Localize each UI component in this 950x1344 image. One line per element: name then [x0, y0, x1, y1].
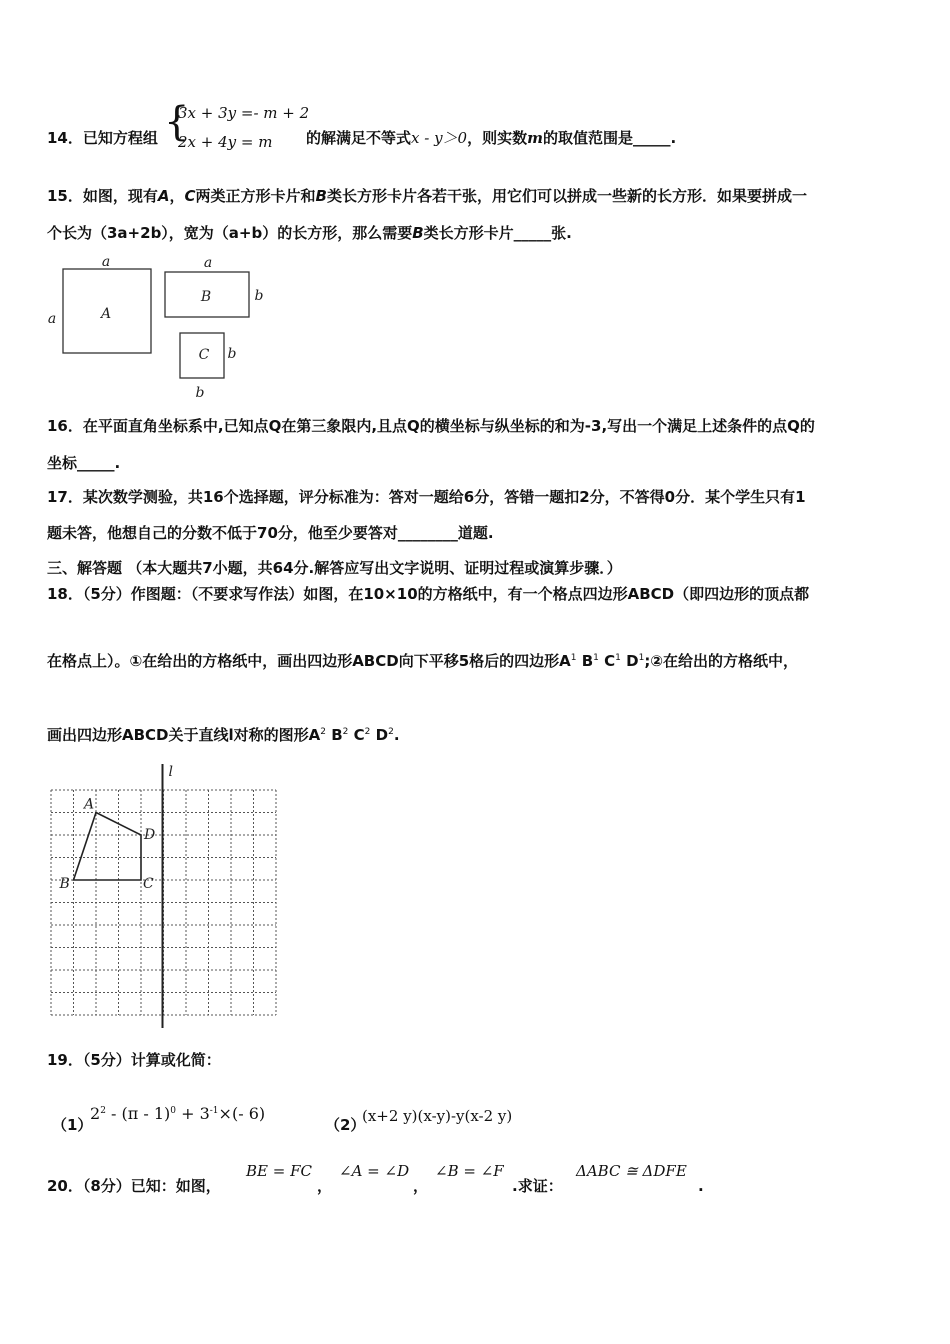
card-b-top-label: a [203, 255, 213, 271]
q19-part-1-expression [90, 1104, 265, 1123]
q15-var-a: A [157, 187, 170, 205]
q15-var-b: B [412, 224, 424, 242]
q17-line-1: 17．某次数学测验，共16个选择题，评分标准为：答对一题给6分，答错一题扣2分，不答得0分．某个学生只有1 [47, 488, 806, 506]
q16-line-2: 坐标_____. [47, 454, 121, 472]
q15-line-2 [47, 223, 572, 243]
vertex-c-label: C [143, 876, 154, 892]
subscript-1: 1 [570, 653, 577, 663]
subscript-2: 2 [388, 727, 394, 737]
subscript-1: 1 [638, 653, 645, 663]
q14-prefix: 14．已知方程组 [47, 129, 158, 147]
q18-text: ;②在给出的方格纸中， [644, 652, 799, 670]
q18-text: B [581, 652, 594, 670]
q15-text: 个长为（3a+2b），宽为（a+b）的长方形，那么需要 [47, 224, 413, 242]
quadrilateral-abcd [74, 813, 142, 881]
subscript-1: 1 [593, 653, 599, 663]
q20-condition-1: BE = FC [246, 1162, 312, 1180]
q20-end: . [698, 1177, 704, 1195]
expr-part: ×(- 6) [218, 1104, 266, 1123]
card-c-bottom-label: b [195, 385, 205, 401]
q15-comma: ， [169, 187, 185, 205]
q18-text: D [375, 726, 389, 744]
q15-cards-figure [40, 252, 280, 404]
q18-line-1: 18．（5分）作图题：（不要求写作法）如图，在10×10的方格纸中，有一个格点四边形ABCD（即四边形的顶点都 [47, 585, 810, 603]
q15-var-b: B [315, 187, 327, 205]
section-heading: 三、解答题 （本大题共7小题，共64分.解答应写出文字说明、证明过程或演算步骤．） [47, 559, 622, 577]
q15-line-1 [47, 186, 807, 206]
q18-grid-figure [40, 760, 290, 1032]
card-c-side-label: b [227, 346, 237, 362]
q18-text: 在格点上）。①在给出的方格纸中，画出四边形ABCD向下平移5格后的四边形A [47, 652, 571, 670]
expr-part: - (π - 1) [105, 1104, 171, 1123]
subscript-2: 2 [320, 727, 326, 737]
subscript-1: 1 [615, 653, 621, 663]
q20-condition-3: ∠B = ∠F [435, 1162, 504, 1180]
vertex-d-label: D [144, 827, 156, 843]
q20-conclusion: ΔABC ≅ ΔDFE [576, 1162, 687, 1180]
q14-text-a: 的解满足不等式 [306, 129, 412, 147]
exponent: 2 [100, 1106, 106, 1116]
q19-title: 19．（5分）计算或化简： [47, 1051, 221, 1069]
subscript-2: 2 [342, 727, 349, 737]
q16-line-1: 16．在平面直角坐标系中,已知点Q在第三象限内,且点Q的横坐标与纵坐标的和为-3,写出一个满足上述条件的点Q的 [47, 417, 815, 435]
q18-text: D [626, 652, 639, 670]
q19-part-2-label: （2） [325, 1116, 366, 1134]
q20-prefix: 20．（8分）已知：如图， [47, 1177, 221, 1195]
q14-text-c: 的取值范围是_____. [543, 129, 677, 147]
q14-equation-2: 2x + 4y = m [178, 133, 273, 151]
subscript-2: 2 [364, 727, 371, 737]
card-a-top-label: a [101, 254, 111, 270]
exponent: 0 [170, 1106, 176, 1116]
vertex-a-label: A [84, 796, 95, 813]
q15-text: 类长方形卡片各若干张，用它们可以拼成一些新的长方形．如果要拼成一 [326, 187, 807, 205]
exponent: -1 [209, 1106, 219, 1116]
card-b-side-label: b [254, 288, 264, 304]
q15-text: 15．如图，现有 [47, 187, 158, 205]
q14-inequality: x - y＞0 [411, 129, 468, 147]
expr-part: + 3 [176, 1104, 210, 1123]
q14-text-b: ，则实数 [467, 129, 528, 147]
q20-separator: ， [413, 1177, 429, 1195]
q19-part-2-expression: (x+2 y)(x-y)-y(x-2 y) [362, 1107, 513, 1125]
q18-line-2 [47, 648, 798, 671]
q15-text: 类长方形卡片_____张. [423, 224, 572, 242]
vertex-b-label: B [59, 876, 70, 892]
q14-var-m: m [527, 129, 543, 147]
q20-separator: ， [317, 1177, 333, 1195]
q18-text: B [331, 726, 343, 744]
q20-condition-2: ∠A = ∠D [339, 1162, 410, 1180]
q14-equation-1: 3x + 3y =- m + 2 [178, 104, 310, 122]
q20-prove-label: .求证： [512, 1177, 563, 1195]
q18-line-3 [47, 722, 400, 745]
q18-text: C [353, 726, 365, 744]
symmetry-line-label: l [168, 764, 173, 780]
q17-line-2: 题未答，他想自己的分数不低于70分，他至少要答对________道题. [47, 524, 494, 542]
card-b-name: B [200, 289, 212, 305]
q19-part-1-label: （1） [52, 1116, 93, 1134]
card-c-name: C [198, 347, 210, 363]
card-a-name: A [100, 306, 112, 322]
q18-text: C [604, 652, 616, 670]
q14-condition [306, 128, 676, 148]
expr-part: 2 [90, 1104, 101, 1123]
card-a-side-label: a [47, 311, 57, 327]
q15-text: 两类正方形卡片和 [195, 187, 316, 205]
q18-text: 画出四边形ABCD关于直线l对称的图形A [47, 726, 321, 744]
system-brace: { [164, 99, 190, 145]
q18-text: . [393, 726, 400, 744]
q15-var-c: C [184, 187, 196, 205]
